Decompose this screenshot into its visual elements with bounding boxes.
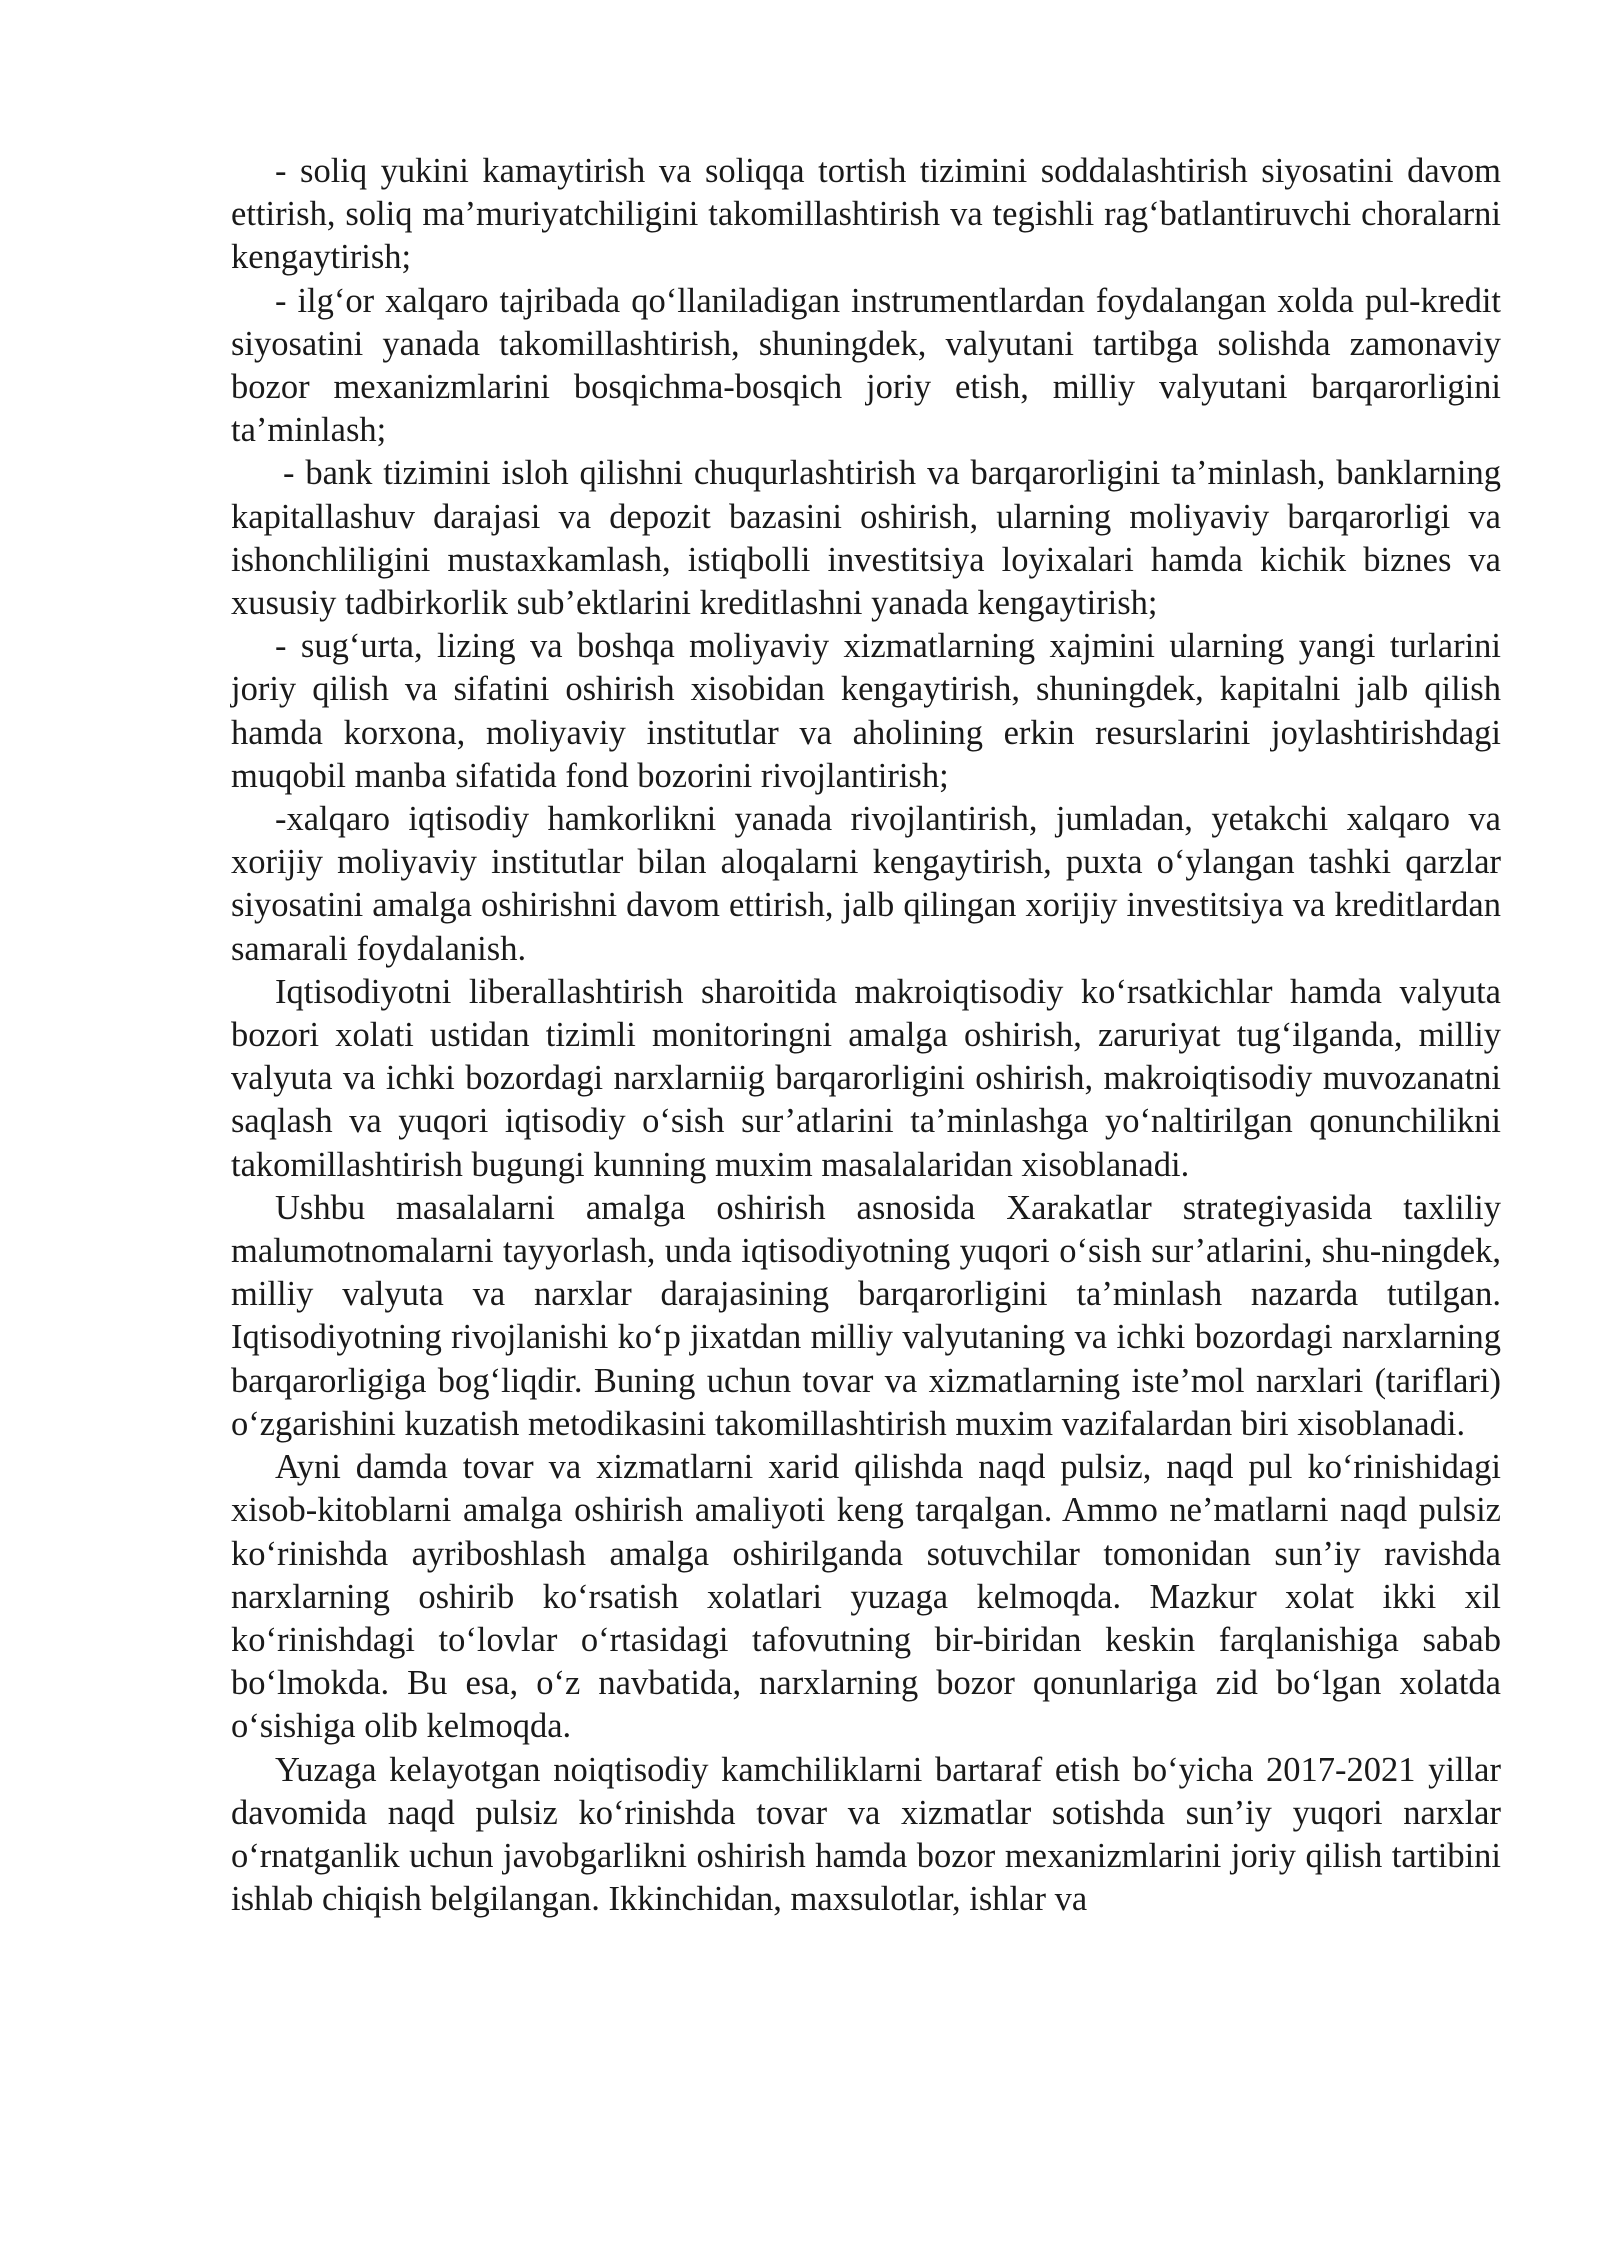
document-page	[231, 150, 1501, 1921]
paragraph-action-strategy: Ushbu masalalarni amalga oshirish asnosida Xarakatlar strategiyasida taxliliy malumotnomalarni tayyorlash, unda iqtisodiyotning yuqori o‘sish sur’atlarini, shu-ningdek, milliy valyuta va narxlar darajasining barqarorligini ta’minlash nazarda tutilgan. Iqtisodiyotning rivojlanishi ko‘p jixatdan milliy valyutaning va ichki bozordagi narxlarning barqarorligiga bog‘liqdir. Buning uchun tovar va xizmatlarning iste’mol narxlari (tariflari) o‘zgarishini kuzatish metodikasini takomillashtirish muxim vazifalardan biri xisoblanadi.	[231, 1188, 1501, 1443]
bullet-tax-policy: - soliq yukini kamaytirish va soliqqa tortish tizimini soddalashtirish siyosatini davom ettirish, soliq ma’muriyatchiligini takomillashtirish va tegishli rag‘batlantiruvchi choralarni kengaytirish;	[231, 152, 1501, 277]
paragraph-cashless-payments: Ayni damda tovar va xizmatlarni xarid qilishda naqd pulsiz, naqd pul ko‘rinishidagi xisob-kitoblarni amalga oshirish amaliyoti keng tarqalgan. Ammo ne’matlarni naqd pulsiz ko‘rinishda ayriboshlash amalga oshirilganda sotuvchilar tomonidan sun’iy ravishda narxlarning oshirib ko‘rsatish xolatlari yuzaga kelmoqda. Mazkur xolat ikki xil ko‘rinishdagi to‘lovlar o‘rtasidagi tafovutning bir-biridan keskin farqlanishiga sabab bo‘lmokda. Bu esa, o‘z navbatida, narxlarning bozor qonunlariga zid bo‘lgan xolatda o‘sishiga olib kelmoqda.	[231, 1448, 1501, 1746]
bullet-international-cooperation: -xalqaro iqtisodiy hamkorlikni yanada rivojlantirish, jumladan, yetakchi xalqaro va xorijiy moliyaviy institutlar bilan aloqalarni kengaytirish, puxta o‘ylangan tashki qarzlar siyosatini amalga oshirishni davom ettirish, jalb qilingan xorijiy investitsiya va kreditlardan samarali foydalanish.	[231, 800, 1501, 968]
bullet-monetary-policy: - ilg‘or xalqaro tajribada qo‘llaniladigan instrumentlardan foydalangan xolda pul-kredit siyosatini yanada takomillashtirish, shuningdek, valyutani tartibga solishda zamonaviy bozor mexanizmlarini bosqichma-bosqich joriy etish, milliy valyutani barqarorligini ta’minlash;	[231, 281, 1501, 450]
paragraph-liberalization: Iqtisodiyotni liberallashtirish sharoitida makroiqtisodiy ko‘rsatkichlar hamda valyuta bozori xolati ustidan tizimli monitoringni amalga oshirish, zaruriyat tug‘ilganda, milliy valyuta va ichki bozordagi narxlarniig barqarorligini oshirish, makroiqtisodiy muvozanatni saqlash va yuqori iqtisodiy o‘sish sur’atlarini ta’minlashga yo‘naltirilgan qonunchilikni takomillashtirish bugungi kunning muxim masalalaridan xisoblanadi.	[231, 972, 1501, 1184]
paragraph-responsibility: Yuzaga kelayotgan noiqtisodiy kamchiliklarni bartaraf etish bo‘yicha 2017-2021 yillar davomida naqd pulsiz ko‘rinishda tovar va xizmatlar sotishda sun’iy yuqori narxlar o‘rnatganlik uchun javobgarlikni oshirish hamda bozor mexanizmlarini joriy qilish tartibini ishlab chiqish belgilangan. Ikkinchidan, maxsulotlar, ishlar va	[231, 1750, 1501, 1919]
bullet-insurance-leasing: - sug‘urta, lizing va boshqa moliyaviy xizmatlarning xajmini ularning yangi turlarini joriy qilish va sifatini oshirish xisobidan kengaytirish, shuningdek, kapitalni jalb qilish hamda korxona, moliyaviy institutlar va aholining erkin resurslarini joylashtirishdagi muqobil manba sifatida fond bozorini rivojlantirish;	[231, 627, 1501, 795]
bullet-bank-reform: - bank tizimini isloh qilishni chuqurlashtirish va barqarorligini ta’minlash, banklarning kapitallashuv darajasi va depozit bazasini oshirish, ularning moliyaviy barqarorligi va ishonchliligini mustaxkamlash, istiqbolli investitsiya loyixalari hamda kichik biznes va xususiy tadbirkorlik sub’ektlarini kreditlashni yanada kengaytirish;	[231, 454, 1501, 623]
